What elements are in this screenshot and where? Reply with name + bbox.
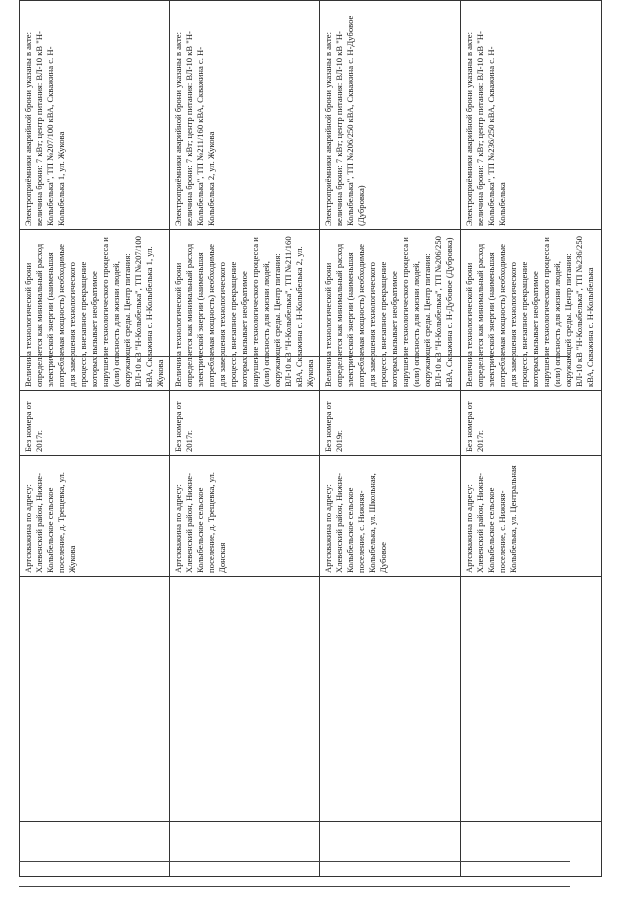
address-cell: Артскважина по адресу: Хлевенский район, Нижне-Колыбельское сельское поселение, с. Нижняя-Колыбелька, ул. Центральная bbox=[461, 456, 602, 577]
technological-reserve-cell: Величина технологической брони определяется как минимальный расход электрической энергии (наименьшая потребляемая мощность) необходимые для завершения технологического процесса, внезапное прекращение которых вызывает необратимое нарушение технологического процесса и (или) опасность для жизни людей, окружающей среды. Центр питания: ВЛ-10 кВ "Н-Колыбелька", ТП №207/100 кВА, Скважина с. Н-Колыбелька 1, ул. Жукова bbox=[20, 230, 170, 391]
empty-cell bbox=[20, 577, 170, 877]
emergency-reserve-cell: Электроприёмники аварийной брони указаны в акте: величина брони: 7 кВт; центр питания: ВЛ-10 кВ "Н-Колыбелька", ТП №211/160 кВА, Скважина с. Н-Колыбелька 2, ул. Жукова bbox=[170, 1, 320, 230]
technological-reserve-cell: Величина технологической брони определяется как минимальный расход электрической энергии (наименьшая потребляемая мощность) необходимые для завершения технологического процесса, внезапное прекращение которых вызывает необратимое нарушение технологического процесса и (или) опасность для жизни людей, окружающей среды. Центр питания: ВЛ-10 кВ "Н-Колыбелька", ТП №211/160 кВА, Скважина с. Н-Колыбелька 2, ул. Жукова bbox=[170, 230, 320, 391]
technological-reserve-cell: Величина технологической брони определяется как минимальный расход электрической энергии (наименьшая потребляемая мощность) необходимые для завершения технологического процесса, внезапное прекращение которых вызывает необратимое нарушение технологического процесса и (или) опасность для жизни людей, окружающей среды. Центр питания: ВЛ-10 кВ "Н-Колыбелька", ТП №236/250 кВА, Скважина с. Н-Колыбелька bbox=[461, 230, 602, 391]
document-number-cell: Без номера от 2017г. bbox=[20, 391, 170, 456]
technological-reserve-cell: Величина технологической брони определяется как минимальный расход электрической энергии (наименьшая потребляемая мощность) необходимые для завершения технологического процесса, внезапное прекращение которых вызывает необратимое нарушение технологического процесса и (или) опасность для жизни людей, окружающей среды. Центр питания: ВЛ-10 кВ "Н-Колыбелька", ТП №206/250 кВА, Скважина с. Н-Дубовое (Дубровка) bbox=[320, 230, 461, 391]
reservation-table bbox=[19, 0, 602, 877]
empty-cell bbox=[461, 577, 602, 877]
table-row bbox=[170, 1, 320, 877]
empty-cell bbox=[320, 577, 461, 877]
emergency-reserve-cell: Электроприёмники аварийной брони указаны в акте: величина брони: 7 кВт; центр питания: ВЛ-10 кВ "Н-Колыбелька", ТП №207/100 кВА, Скважина с. Н-Колыбелька 1, ул. Жукова bbox=[20, 1, 170, 230]
address-cell: Артскважина по адресу: Хлевенский район, Нижне-Колыбельское сельское поселение, д. Трещевка, ул. Жукова bbox=[20, 456, 170, 577]
document-number-cell: Без номера от 2019г. bbox=[320, 391, 461, 456]
document-number-cell: Без номера от 2017г. bbox=[170, 391, 320, 456]
separator-line bbox=[19, 861, 570, 862]
separator-line bbox=[19, 886, 570, 887]
emergency-reserve-cell: Электроприёмники аварийной брони указаны в акте: величина брони: 7 кВт; центр питания: ВЛ-10 кВ "Н-Колыбелька", ТП №206/250 кВА, Скважина с. Н-Дубовое (Дубровка) bbox=[320, 1, 461, 230]
table-row bbox=[461, 1, 602, 877]
separator-line bbox=[19, 356, 570, 357]
table-row bbox=[320, 1, 461, 877]
empty-cell bbox=[170, 577, 320, 877]
address-cell: Артскважина по адресу: Хлевенский район, Нижне-Колыбельское сельское поселение, с. Нижняя-Колыбелька, ул. Школьная, Дубовое bbox=[320, 456, 461, 577]
emergency-reserve-cell: Электроприёмники аварийной брони указаны в акте: величина брони: 7 кВт; центр питания: ВЛ-10 кВ "Н-Колыбелька", ТП №236/250 кВА, Скважина с. Н-Колыбелька bbox=[461, 1, 602, 230]
rotated-table-container bbox=[19, 1, 595, 877]
document-number-cell: Без номера от 2017г. bbox=[461, 391, 602, 456]
table-row bbox=[20, 1, 170, 877]
address-cell: Артскважина по адресу: Хлевенский район, Нижне-Колыбельское сельское поселение, д. Трещевка, ул. Донская bbox=[170, 456, 320, 577]
